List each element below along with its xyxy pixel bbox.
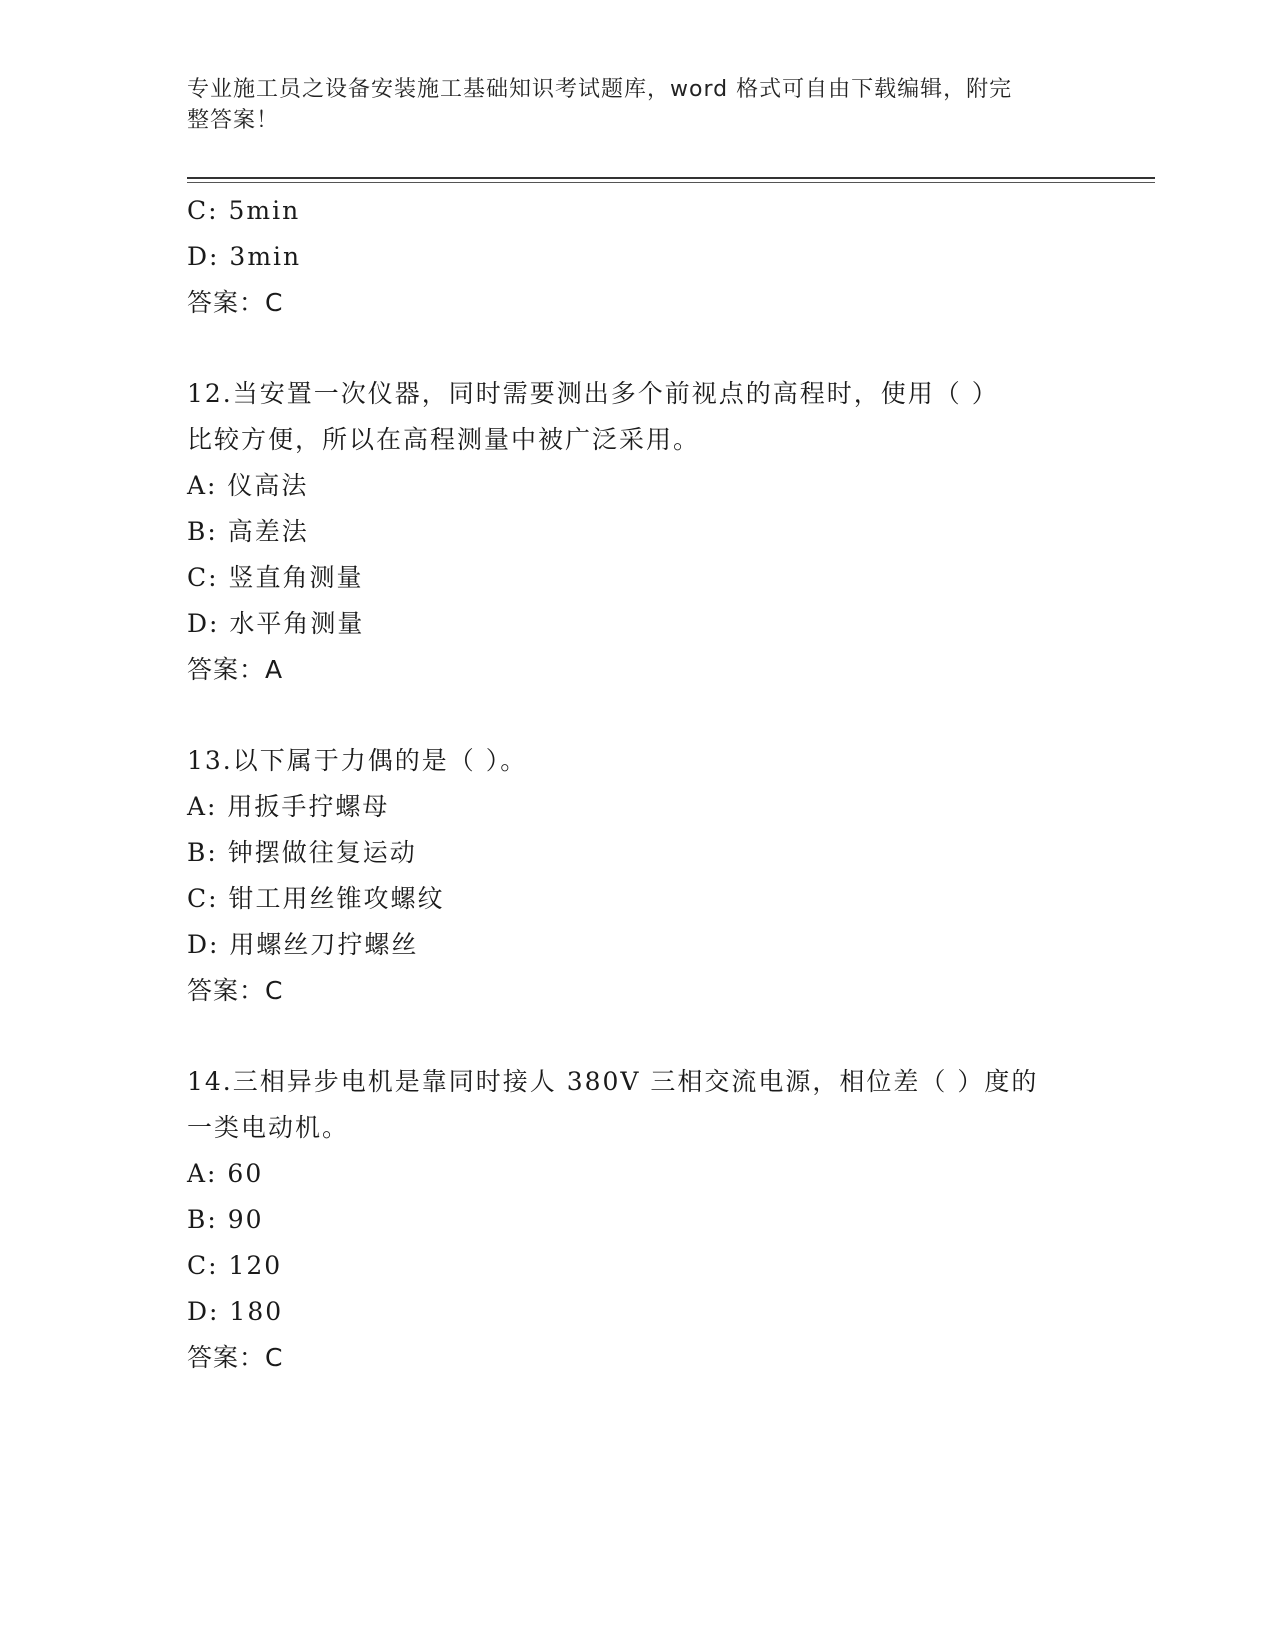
option-a: A: 60: [187, 1159, 264, 1188]
question-text-line-1: 12.当安置一次仪器，同时需要测出多个前视点的高程时，使用（ ）: [187, 379, 999, 408]
option-b: B: 钟摆做往复运动: [187, 838, 417, 867]
document-header: [187, 74, 1067, 136]
question-12-block: [187, 371, 1087, 693]
answer-line: 答案：C: [187, 288, 284, 317]
question-13-block: [187, 738, 1087, 1014]
option-a: A: 用扳手拧螺母: [187, 792, 390, 821]
spacer: [187, 1014, 1087, 1059]
option-d: D: 180: [187, 1297, 284, 1326]
header-line-1: 专业施工员之设备安装施工基础知识考试题库，word 格式可自由下载编辑，附完: [187, 77, 1013, 102]
option-d: D: 用螺丝刀拧螺丝: [187, 930, 419, 959]
answer-line: 答案：C: [187, 1343, 284, 1372]
option-c: C: 竖直角测量: [187, 563, 364, 592]
option-c: C: 5min: [187, 196, 301, 225]
spacer: [187, 693, 1087, 738]
option-c: C: 120: [187, 1251, 283, 1280]
answer-line: 答案：A: [187, 655, 284, 684]
question-14-block: [187, 1059, 1087, 1381]
spacer: [187, 326, 1087, 371]
option-c: C: 钳工用丝锥攻螺纹: [187, 884, 445, 913]
answer-line: 答案：C: [187, 976, 284, 1005]
header-divider-thick: [187, 177, 1155, 179]
option-d: D: 水平角测量: [187, 609, 365, 638]
option-a: A: 仪高法: [187, 471, 309, 500]
header-divider-thin: [187, 182, 1155, 183]
option-d: D: 3min: [187, 242, 302, 271]
question-list: [187, 188, 1087, 1381]
question-text: 13.以下属于力偶的是（ ）。: [187, 746, 528, 775]
question-text-line-1: 14.三相异步电机是靠同时接人 380V 三相交流电源，相位差（ ）度的: [187, 1067, 1039, 1096]
question-11-block: [187, 188, 1087, 326]
question-text-line-2: 比较方便，所以在高程测量中被广泛采用。: [187, 425, 701, 454]
option-b: B: 90: [187, 1205, 264, 1234]
header-line-2: 整答案！: [187, 108, 280, 133]
question-text-line-2: 一类电动机。: [187, 1113, 350, 1142]
option-b: B: 高差法: [187, 517, 309, 546]
